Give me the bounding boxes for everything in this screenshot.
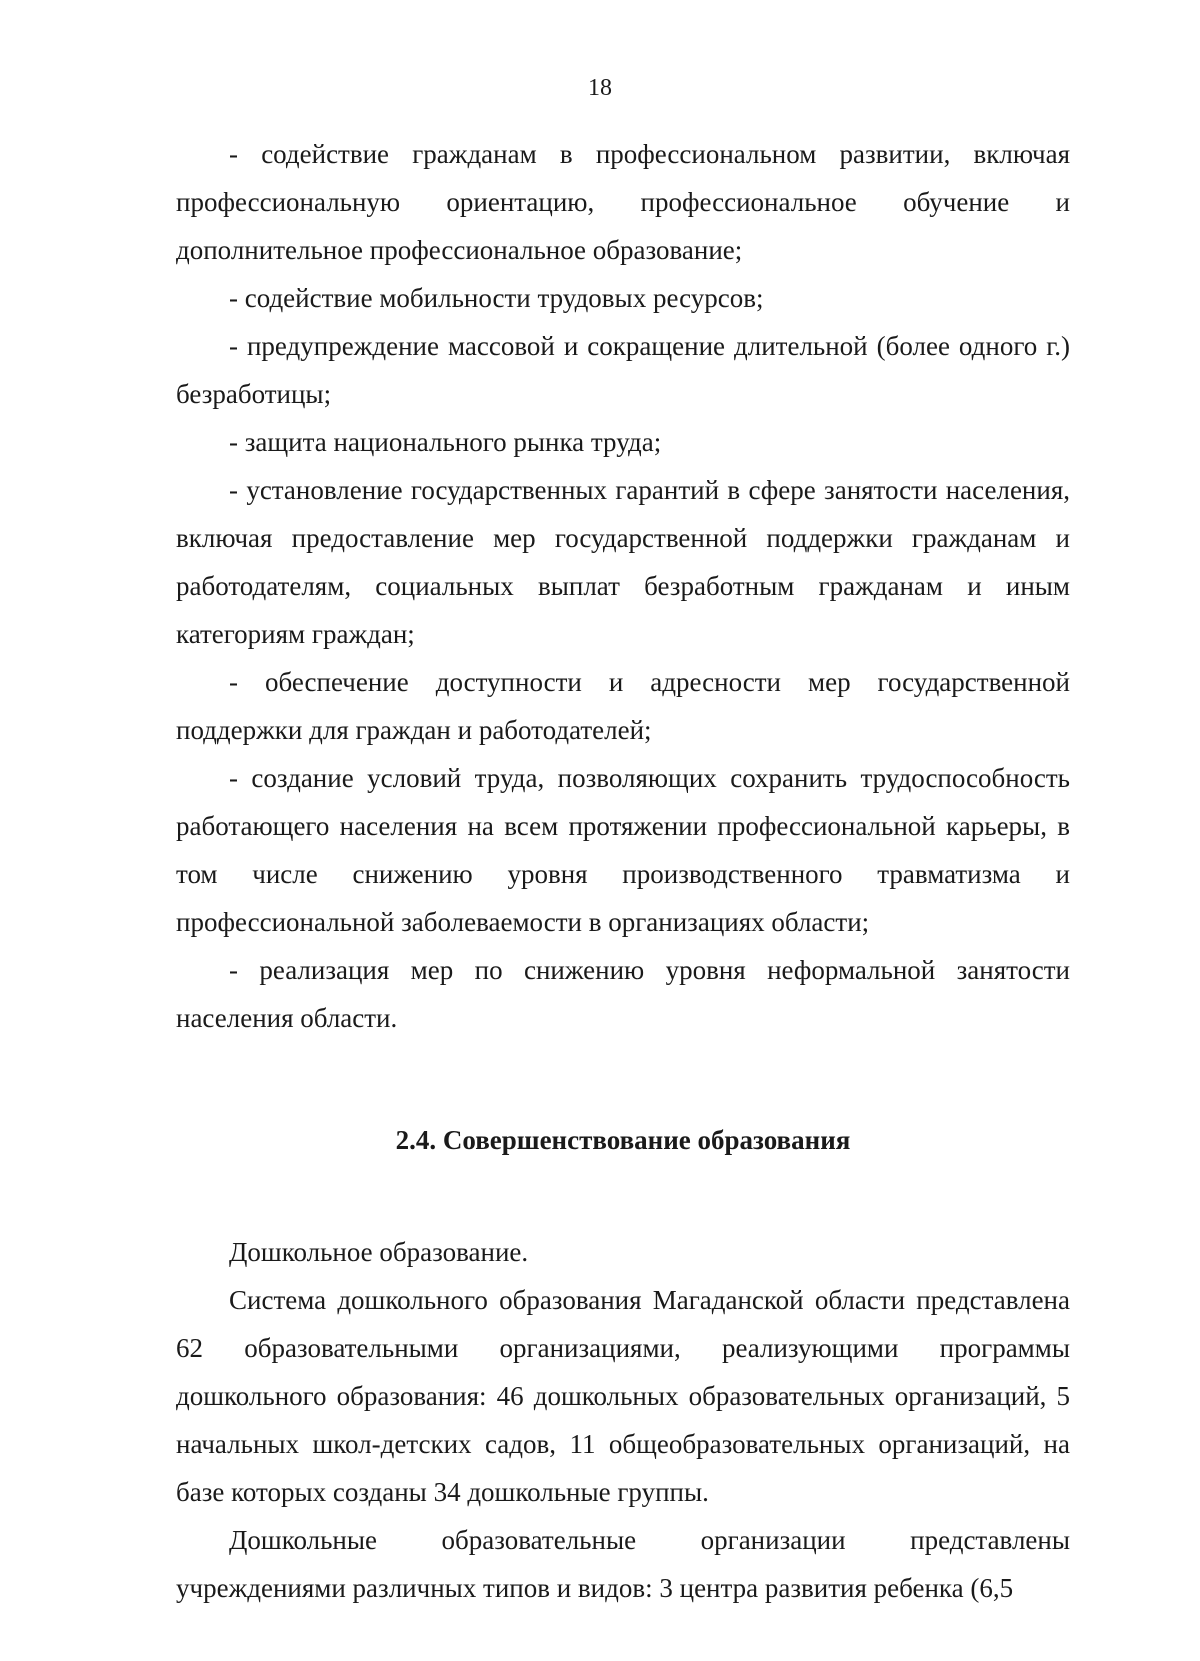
list-item-professional-development: - содействие гражданам в профессиональном развитии, включая профессиональную ориентацию, профессиональное обучение и дополнительное профессиональное образование;: [176, 139, 1070, 265]
list-item-working-conditions: - создание условий труда, позволяющих сохранить трудоспособность работающего населения на всем протяжении профессиональной карьеры, в том числе снижению уровня производственного травматизма и профессиональной заболеваемости в организациях области;: [176, 763, 1070, 937]
list-item-informal-employment: - реализация мер по снижению уровня неформальной занятости населения области.: [176, 955, 1070, 1033]
page-number: 18: [588, 75, 612, 101]
list-item-unemployment-prevention: - предупреждение массовой и сокращение длительной (более одного г.) безработицы;: [176, 331, 1070, 409]
section-heading-wrapper: [176, 1120, 1070, 1160]
section-heading: 2.4. Совершенствование образования: [395, 1125, 851, 1155]
list-item-support-accessibility: - обеспечение доступности и адресности мер государственной поддержки для граждан и работодателей;: [176, 667, 1070, 745]
list-item-state-guarantees: - установление государственных гарантий в сфере занятости населения, включая предоставление мер государственной поддержки гражданам и работодателям, социальных выплат безработным гражданам и иным категориям граждан;: [176, 475, 1070, 649]
page-content: [176, 130, 1070, 1612]
paragraph-preschool-organizations: Дошкольные образовательные организации представлены учреждениями различных типов и видов: 3 центра развития ребенка (6,5: [176, 1525, 1070, 1603]
subsection-title-preschool: Дошкольное образование.: [229, 1237, 529, 1267]
paragraph-preschool-system: Система дошкольного образования Магаданской области представлена 62 образовательными организациями, реализующими программы дошкольного образования: 46 дошкольных образовательных организаций, 5 начальных школ-детских садов, 11 общеобразовательных организаций, на базе которых созданы 34 дошкольные группы.: [176, 1285, 1070, 1507]
list-item-labor-market-protection: - защита национального рынка труда;: [229, 427, 662, 457]
list-item-labor-mobility: - содействие мобильности трудовых ресурсов;: [229, 283, 764, 313]
